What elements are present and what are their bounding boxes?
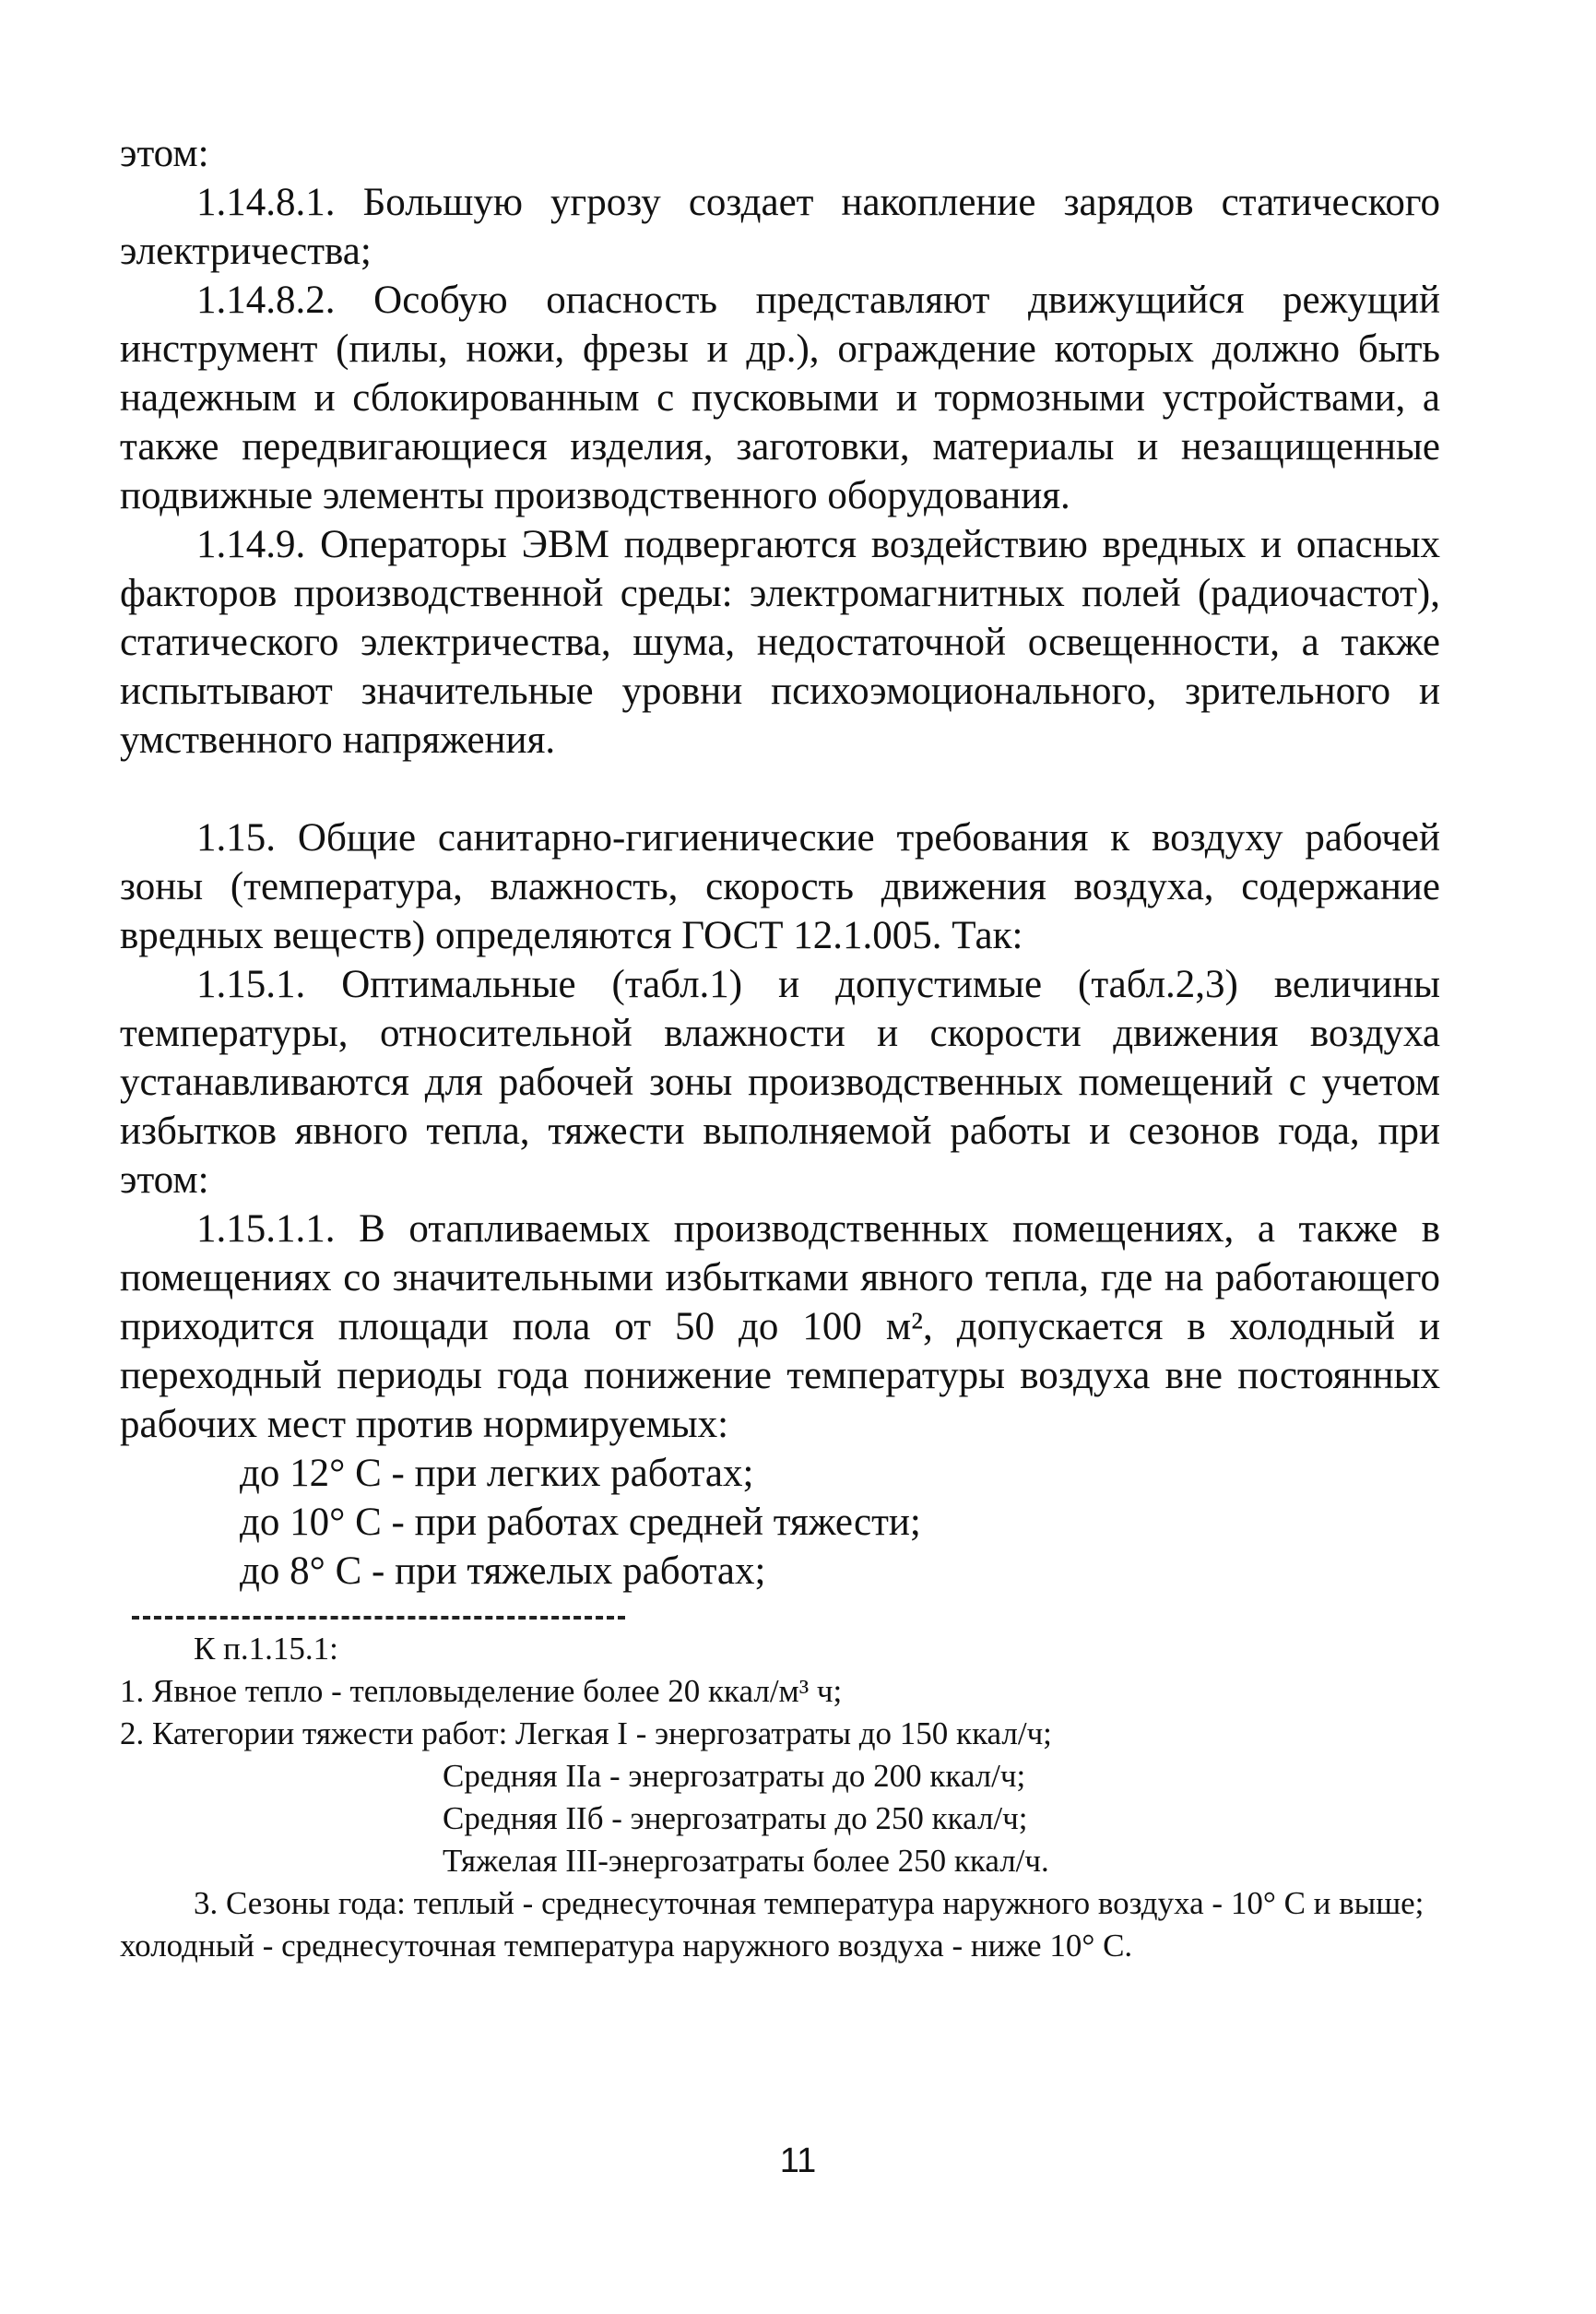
note-item-2: 2. Категории тяжести работ: Легкая I - энергозатраты до 150 ккал/ч; — [120, 1715, 1052, 1751]
footnotes — [120, 1628, 1448, 1967]
list-item: до 8° С - при тяжелых работах; — [240, 1549, 766, 1593]
note-item-2-sub: Средняя IIб - энергозатраты до 250 ккал/ч; — [443, 1800, 1028, 1836]
main-text — [120, 129, 1440, 1596]
list-item: до 10° С - при работах средней тяжести; — [240, 1501, 921, 1544]
note-item-3: 3. Сезоны года: теплый - среднесуточная температура наружного воздуха - 10° С и выше; — [194, 1885, 1425, 1921]
paragraph-1-15: 1.15. Общие санитарно-гигиенические требования к воздуху рабочей зоны (температура, влажность, скорость движения воздуха, содержание вредных веществ) определяются ГОСТ 12.1.005. Так: — [120, 816, 1440, 957]
paragraph-1-14-8-1: 1.14.8.1. Большую угрозу создает накопление зарядов статического электричества; — [120, 181, 1440, 273]
footnote-divider — [132, 1616, 625, 1620]
page-number: 11 — [779, 2142, 817, 2180]
note-item-1: 1. Явное тепло - тепловыделение более 20 ккал/м³ ч; — [120, 1673, 843, 1709]
paragraph-1-15-1-1: 1.15.1.1. В отапливаемых производственных помещениях, а также в помещениях со значительными избытками явного тепла, где на работающего приходится площади пола от 50 до 100 м², допускается в холодный и переходный периоды года понижение температуры воздуха вне постоянных рабочих мест против нормируемых: — [120, 1207, 1440, 1446]
note-item-2-sub: Тяжелая III-энергозатраты более 250 ккал/ч. — [443, 1843, 1049, 1879]
paragraph-continuation: этом: — [120, 132, 209, 175]
note-item-3-continuation: холодный - среднесуточная температура наружного воздуха - ниже 10° С. — [120, 1928, 1133, 1964]
list-item: до 12° С - при легких работах; — [240, 1452, 754, 1495]
paragraph-1-15-1: 1.15.1. Оптимальные (табл.1) и допустимые (табл.2,3) величины температуры, относительной влажности и скорости движения воздуха устанавливаются для рабочей зоны производственных помещений с учетом избытков явного тепла, тяжести выполняемой работы и сезонов года, при этом: — [120, 963, 1440, 1202]
note-item-2-sub: Средняя IIа - энергозатраты до 200 ккал/ч; — [443, 1758, 1026, 1794]
temperature-list — [120, 1449, 1440, 1596]
paragraph-1-14-8-2: 1.14.8.2. Особую опасность представляют движущийся режущий инструмент (пилы, ножи, фрезы и др.), ограждение которых должно быть надежным и сблокированным с пусковыми и тормозными устройствами, а также передвигающиеся изделия, заготовки, материалы и незащищенные подвижные элементы производственного оборудования. — [120, 279, 1440, 517]
paragraph-1-14-9: 1.14.9. Операторы ЭВМ подвергаются воздействию вредных и опасных факторов производственной среды: электромагнитных полей (радиочастот), статического электричества, шума, недостаточной освещенности, а также испытывают значительные уровни психоэмоционального, зрительного и умственного напряжения. — [120, 523, 1440, 762]
notes-heading: К п.1.15.1: — [194, 1631, 338, 1667]
